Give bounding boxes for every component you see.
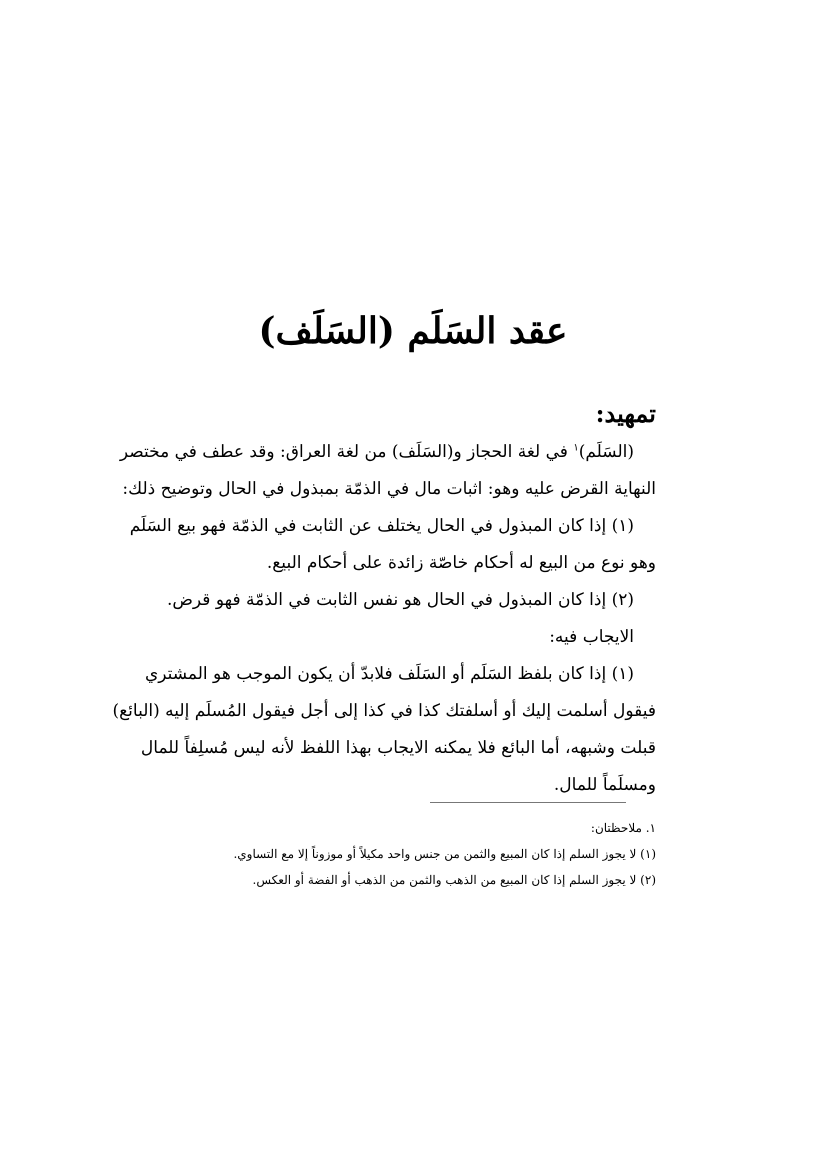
subheading: الايجاب فيه: — [549, 627, 634, 647]
intro-text: في لغة الحجاز و(السَلَف) من لغة العراق: وقد عطف في مختصر — [119, 442, 574, 462]
ijab-line-4: ومسلَماً للمال. — [553, 775, 656, 795]
footnotes — [166, 815, 656, 893]
ijab-line-1: (١) إذا كان بلفظ السَلَم أو السَلَف فلابدّ أن يكون الموجب هو المشتري — [144, 664, 634, 684]
intro-term: (السَلَم) — [578, 442, 634, 462]
footnote-note-2: (٢) لا يجوز السلم إذا كان المبيع من الذهب والثمن من الذهب أو الفضة أو العكس. — [252, 873, 656, 887]
footnote-divider — [430, 802, 626, 803]
body-text — [112, 394, 656, 804]
point-1-line-1: (١) إذا كان المبذول في الحال يختلف عن الثابت في الذمّة فهو بيع السَلَم — [129, 516, 634, 536]
point-1-line-2: وهو نوع من البيع له أحكام خاصّة زائدة على أحكام البيع. — [266, 553, 656, 573]
footnote-note-1: (١) لا يجوز السلم إذا كان المبيع والثمن من جنس واحد مكيلاً أو موزوناً إلا مع التساوي. — [233, 847, 656, 861]
page-title: عقد السَلَم (السَلَف) — [258, 310, 568, 352]
intro-line-2: النهاية القرض عليه وهو: اثبات مال في الذمّة بمبذول في الحال وتوضيح ذلك: — [122, 479, 656, 499]
ijab-line-2: فيقول أسلمت إليك أو أسلفتك كذا في كذا إلى أجل فيقول المُسلَم إليه (البائع) — [112, 701, 656, 721]
intro-line-1 — [119, 434, 656, 471]
point-2: (٢) إذا كان المبذول في الحال هو نفس الثابت في الذمّة فهو قرض. — [166, 590, 634, 610]
ijab-line-3: قبلت وشبهه، أما البائع فلا يمكنه الايجاب بهذا اللفظ لأنه ليس مُسلِفاً للمال — [140, 738, 656, 758]
footnote-label: ١. ملاحظتان: — [590, 821, 656, 835]
section-heading: تمهيد: — [595, 399, 656, 428]
footnote-ref[interactable]: ١ — [573, 442, 579, 454]
